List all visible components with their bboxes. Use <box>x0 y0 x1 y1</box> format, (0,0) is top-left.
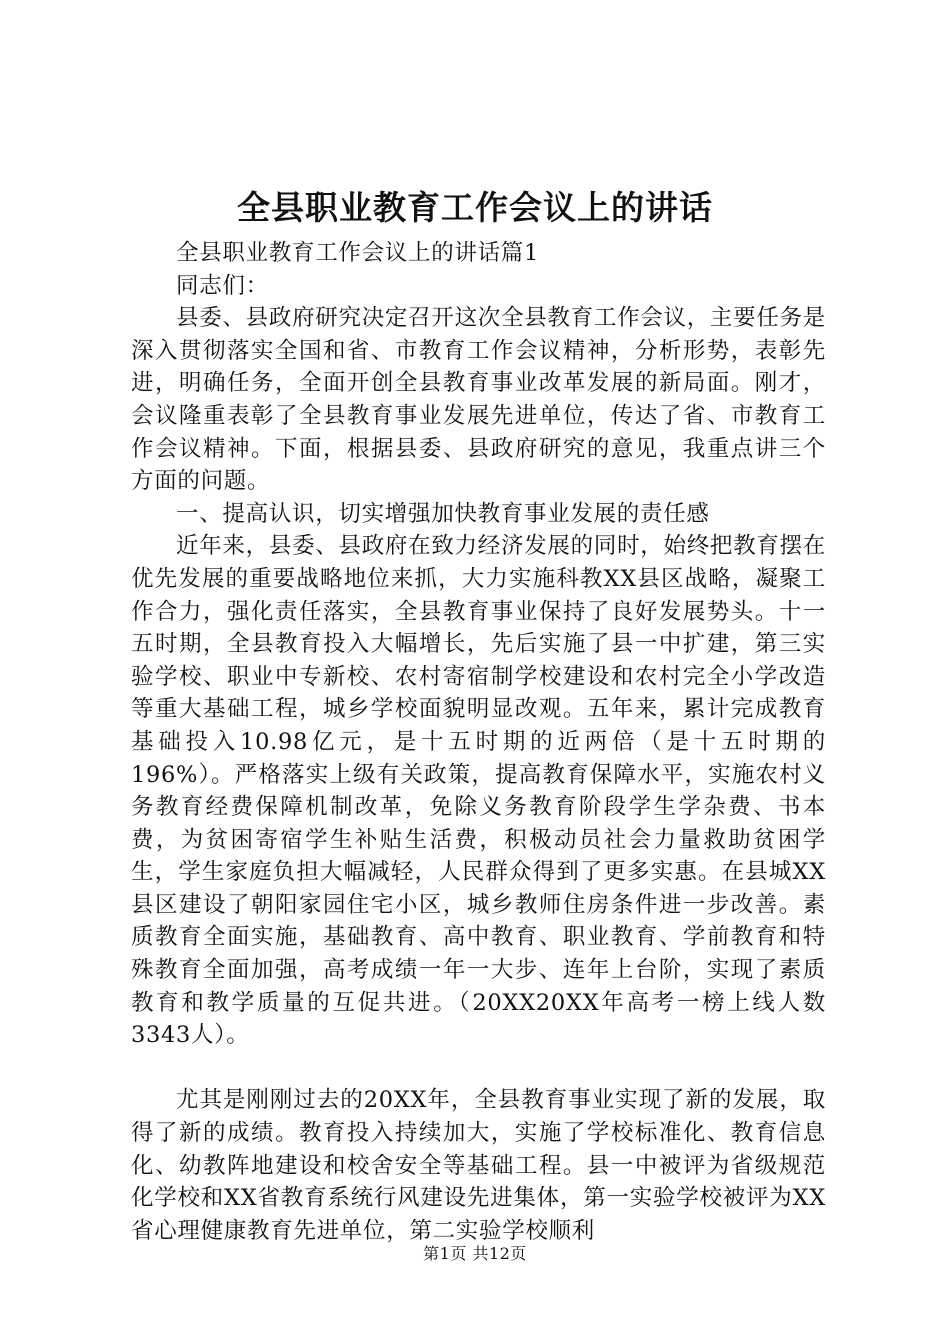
salutation: 同志们： <box>176 272 269 299</box>
document-body <box>131 237 826 1247</box>
page-number-footer: 第1页 共12页 <box>423 1244 527 1263</box>
body-paragraph: 近年来，县委、县政府在致力经济发展的同时，始终把教育摆在优先发展的重要战略地位来抓，大力实施科教XX县区战略，凝聚工作合力，强化责任落实，全县教育事业保持了良好发展势头。十一五时期，全县教育投入大幅增长，先后实施了县一中扩建，第三实验学校、职业中专新校、农村寄宿制学校建设和农村完全小学改造等重大基础工程，城乡学校面貌明显改观。五年来，累计完成教育基础投入10.98亿元，是十五时期的近两倍（是十五时期的196%）。严格落实上级有关政策，提高教育保障水平，实施农村义务教育经费保障机制改革，免除义务教育阶段学生学杂费、书本费，为贫困寄宿学生补贴生活费，积极动员社会力量救助贫困学生，学生家庭负担大幅减轻，人民群众得到了更多实惠。在县城XX县区建设了朝阳家园住宅小区，城乡教师住房条件进一步改善。素质教育全面实施，基础教育、高中教育、职业教育、学前教育和特殊教育全面加强，高考成绩一年一大步、连年上台阶，实现了素质教育和教学质量的互促共进。（20XX20XX年高考一榜上线人数3343人）。 <box>131 533 826 1049</box>
section-heading: 一、提高认识，切实增强加快教育事业发展的责任感 <box>176 500 710 527</box>
document-title: 全县职业教育工作会议上的讲话 <box>237 188 713 227</box>
intro-paragraph: 县委、县政府研究决定召开这次全县教育工作会议，主要任务是深入贯彻落实全国和省、市教育工作会议精神，分析形势，表彰先进，明确任务，全面开创全县教育事业改革发展的新局面。刚才，会议隆重表彰了全县教育事业发展先进单位，传达了省、市教育工作会议精神。下面，根据县委、县政府研究的意见，我重点讲三个方面的问题。 <box>131 305 826 495</box>
body-paragraph: 尤其是刚刚过去的20XX年，全县教育事业实现了新的发展，取得了新的成绩。教育投入持续加大，实施了学校标准化、教育信息化、幼教阵地建设和校舍安全等基础工程。县一中被评为省级规范化学校和XX省教育系统行风建设先进集体，第一实验学校被评为XX省心理健康教育先进单位，第二实验学校顺利 <box>131 1087 826 1244</box>
speech-subtitle: 全县职业教育工作会议上的讲话篇1 <box>176 240 540 266</box>
